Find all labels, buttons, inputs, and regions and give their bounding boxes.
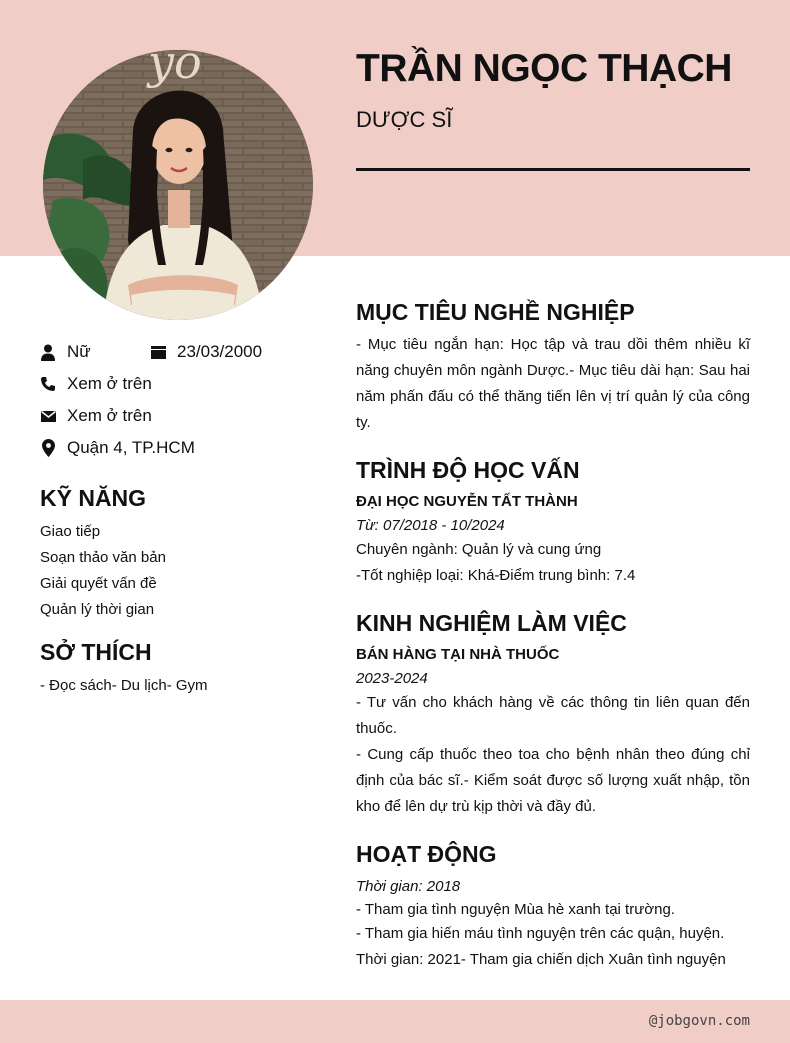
activity-item: Thời gian: 2021- Tham gia chiến dịch Xuân tình nguyện [356,951,726,968]
phone-row [40,372,152,396]
address-value: Quận 4, TP.HCM [67,438,195,457]
candidate-name: TRẦN NGỌC THẠCH [356,47,732,90]
svg-text:yo: yo [148,50,202,89]
header-divider [356,168,750,171]
experience-duty: - Cung cấp thuốc theo toa cho bệnh nhân theo đúng chỉ định của bác sĩ.- Kiểm soát được số lượng xuất nhập, tồn kho để lên dự trù kịp thời và đầy đủ. [356,746,750,815]
calendar-icon [150,343,166,361]
activity-item: - Tham gia hiến máu tình nguyện trên các quận, huyện. [356,925,725,942]
objective-text: - Mục tiêu ngắn hạn: Học tập và trau dồi thêm nhiều kĩ năng chuyên môn ngành Dược.- Mục tiêu dài hạn: Sau hai năm phấn đấu có thể thăng tiến lên vị trí quản lý của công ty. [356,336,750,431]
skill-item: Quản lý thời gian [40,601,155,618]
job-title: DƯỢC SĨ [356,107,453,132]
gender-row [40,340,91,364]
activity-item: - Tham gia tình nguyện Mùa hè xanh tại trường. [356,901,675,918]
hobbies-text: - Đọc sách- Du lịch- Gym [40,677,208,694]
footer-watermark: @jobgovn.com [648,1013,750,1029]
email-row [40,404,152,428]
education-school: ĐẠI HỌC NGUYỄN TẤT THÀNH [356,493,578,510]
objective-heading: MỤC TIÊU NGHỀ NGHIỆP [356,299,635,325]
birthdate-row [150,340,262,364]
education-heading: TRÌNH ĐỘ HỌC VẤN [356,457,580,483]
experience-heading: KINH NGHIỆM LÀM VIỆC [356,610,627,636]
location-pin-icon [40,439,56,457]
person-icon [40,343,56,361]
activities-heading: HOẠT ĐỘNG [356,841,497,867]
address-row [40,436,195,460]
skill-item: Giải quyết vấn đề [40,575,157,592]
activities-time: Thời gian: 2018 [356,878,461,895]
hobbies-heading: SỞ THÍCH [40,639,152,665]
education-major: Chuyên ngành: Quản lý và cung ứng [356,541,602,558]
experience-position: BÁN HÀNG TẠI NHÀ THUỐC [356,646,560,663]
gender-value: Nữ [67,342,91,361]
profile-photo [43,50,313,320]
education-grade: -Tốt nghiệp loại: Khá-Điểm trung bình: 7.4 [356,567,636,584]
phone-value: Xem ở trên [67,374,152,393]
skill-item: Giao tiếp [40,523,101,540]
skills-heading: KỸ NĂNG [40,485,147,511]
birthdate-value: 23/03/2000 [177,342,263,361]
mail-icon [40,407,56,425]
skill-item: Soạn thảo văn bản [40,549,166,566]
phone-icon [40,375,56,393]
experience-duty: - Tư vấn cho khách hàng về các thông tin liên quan đến thuốc. [356,694,750,737]
email-value: Xem ở trên [67,406,152,425]
education-period: Từ: 07/2018 - 10/2024 [356,517,505,534]
experience-period: 2023-2024 [356,670,428,687]
